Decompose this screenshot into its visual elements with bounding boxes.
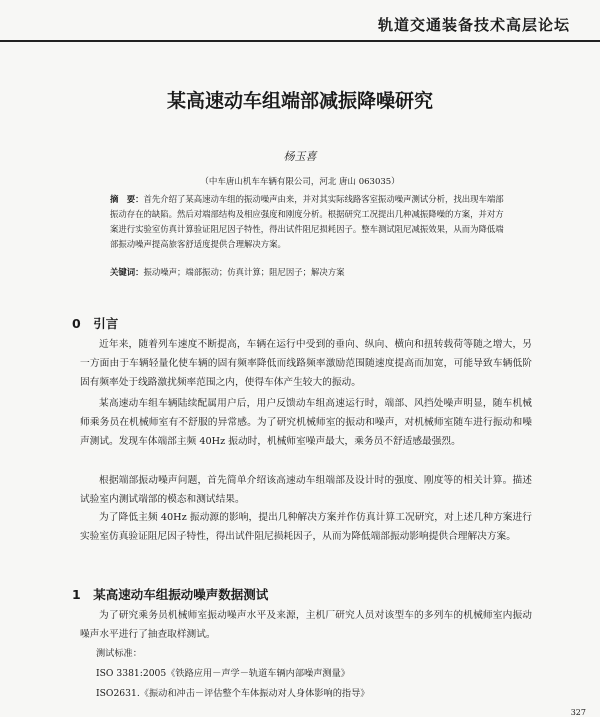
paragraph: 近年来，随着列车速度不断提高，车辆在运行中受到的垂向、纵向、横向和扭转载荷等随之增大，另一方面由于车辆轻量化使车辆的固有频率降低而线路频率激励范围随速度提高而加宽，可能导致车辆低阶固有频率处于线路激扰频率范围之内，使得车体产生较大的振动。: [80, 339, 532, 388]
standard-item: ISO 3381:2005《铁路应用－声学－轨道车辆内部噪声测量》: [96, 668, 350, 679]
abstract: [110, 192, 504, 252]
paragraph: 为了研究乘务员机械师室振动噪声水平及来源，主机厂研究人员对该型车的多列车的机械师室内振动噪声水平进行了抽查取样测试。: [80, 610, 532, 640]
keywords-text: 振动噪声；端部振动；仿真计算；阻尼因子；解决方案: [143, 267, 345, 277]
standard-item: ISO2631.《振动和冲击－评估整个车体振动对人身体影响的指导》: [96, 688, 370, 699]
section-heading-intro: 0 引言: [72, 316, 119, 331]
keywords: [110, 266, 510, 278]
paragraph: 为了降低主频 40Hz 振动源的影响，提出几种解决方案并作仿真计算工况研究，对上述几种方案进行实验室仿真验证阻尼因子特性，得出试件阻尼损耗因子，从而为降低端部振动影响提供合理解决方案。: [80, 512, 532, 542]
page-number: 327: [570, 708, 586, 717]
paragraph: 某高速动车组车辆陆续配属用户后，用户反馈动车组高速运行时，端部、风挡处噪声明显，随车机械师乘务员在机械师室有不舒服的异常感。为了研究机械师室的振动和噪声，对机械师室随车进行振动和噪声测试。发现车体端部主频 40Hz 振动时，机械师室噪声最大，乘务员不舒适感最强烈。: [80, 398, 532, 447]
abstract-label: 摘 要：: [110, 194, 144, 204]
paragraph: 根据端部振动噪声问题，首先简单介绍该高速动车组端部及设计时的强度、刚度等的相关计算。描述试验室内测试端部的模态和测试结果。: [80, 475, 532, 505]
section-heading-testing: 1 某高速动车组振动噪声数据测试: [72, 587, 269, 602]
author-name: 杨玉喜: [283, 150, 317, 163]
abstract-text: 首先介绍了某高速动车组的振动噪声由来，并对其实际线路客室振动噪声测试分析，找出现车端部振动存在的缺陷。然后对端部结构及相应强度和刚度分析。根据研究工况提出几种减振降噪的方案，并对方案进行实验室仿真计算验证阻尼因子特性，得出试件阻尼损耗因子。整车测试阻尼减振效果，从而为降低端部振动噪声提高旅客舒适度提供合理解决方案。: [110, 194, 504, 249]
author-affiliation: （中车唐山机车车辆有限公司，河北 唐山 063035）: [200, 177, 400, 187]
article-title: 某高速动车组端部减振降噪研究: [166, 90, 433, 112]
keywords-label: 关键词：: [110, 267, 144, 277]
header-rule: [0, 40, 600, 42]
journal-header: 轨道交通装备技术高层论坛: [377, 16, 570, 34]
standards-label: 测试标准：: [96, 648, 142, 659]
